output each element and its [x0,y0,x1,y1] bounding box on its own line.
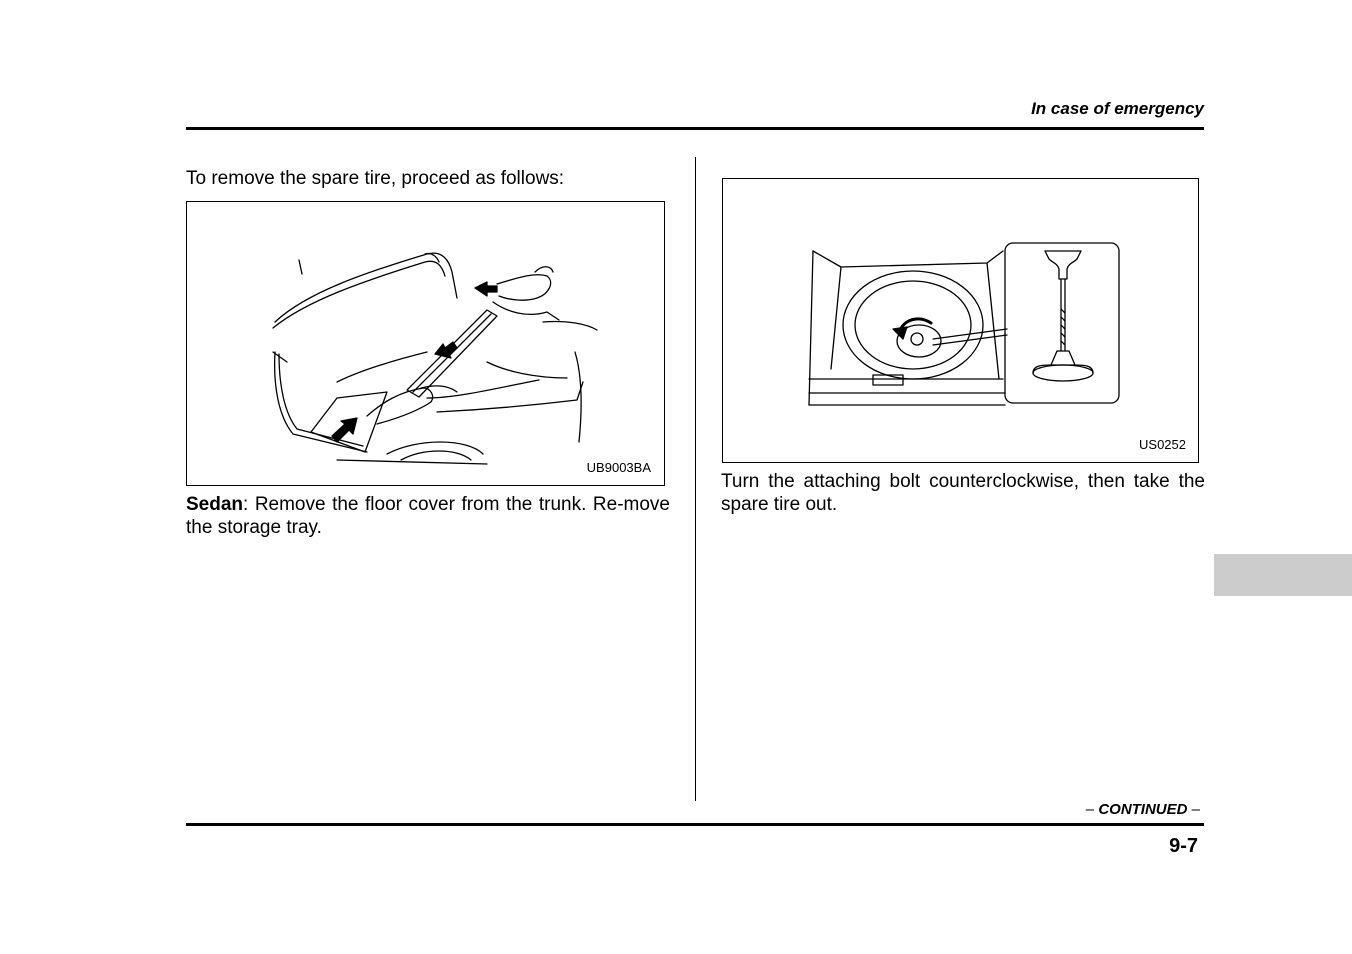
figure-code: US0252 [1139,437,1186,452]
figure-trunk-cover [186,201,665,486]
column-divider [695,157,696,801]
sedan-instruction [186,493,670,539]
trunk-floor-cover-illustration-icon [187,202,663,484]
header-rule [186,127,1204,130]
continued-label: – CONTINUED – [1085,801,1200,818]
sedan-label: Sedan [186,494,244,515]
footer-rule [186,823,1204,826]
figure-code: UB9003BA [586,460,651,475]
figure-spare-tire [722,178,1199,463]
section-title: In case of emergency [1031,99,1204,118]
bolt-instruction: Turn the attaching bolt counterclockwise, then take the spare tire out. [721,471,1205,515]
intro-text: To remove the spare tire, proceed as follows: [186,168,565,189]
spare-tire-bolt-illustration-icon [723,179,1197,461]
sedan-instruction-text: : Remove the floor cover from the trunk. Re-move the storage tray. [186,494,670,538]
page-number: 9-7 [1169,835,1198,857]
chapter-tab [1214,554,1352,596]
